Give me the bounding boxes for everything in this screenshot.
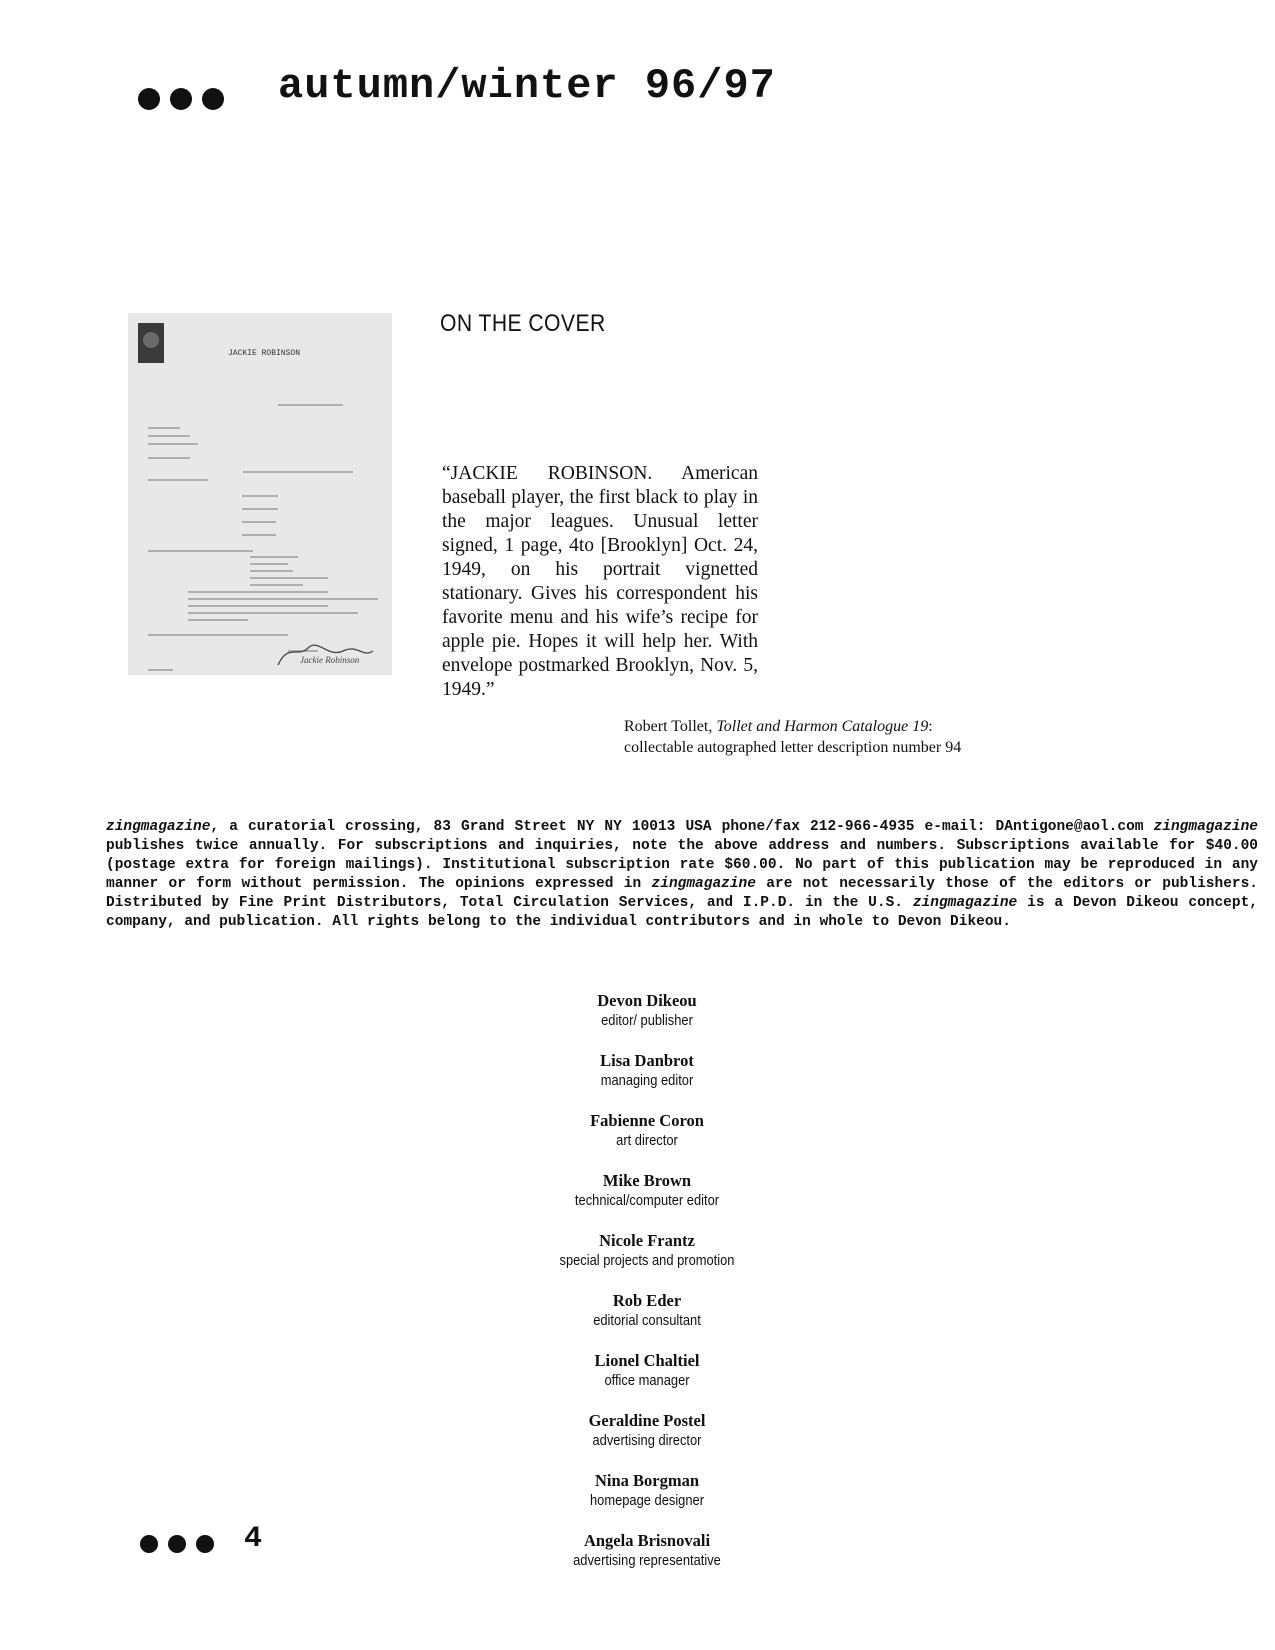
staff-entry — [497, 1110, 797, 1170]
attribution-colon: : — [928, 718, 933, 735]
staff-name: Devon Dikeou — [597, 991, 697, 1010]
staff-name: Fabienne Coron — [590, 1111, 704, 1130]
attribution-title: Tollet and Harmon Catalogue 19 — [716, 718, 929, 735]
staff-role: editor/ publisher — [601, 1012, 693, 1029]
issue-title: autumn/winter 96/97 — [278, 62, 776, 110]
bullet-dot — [138, 88, 160, 110]
masthead-text: , a curatorial crossing, 83 Grand Street NY NY 10013 USA phone/fax 212-966-4935 e-mail: DAntigone@aol.com — [210, 819, 1144, 835]
staff-role: editorial consultant — [593, 1312, 701, 1329]
masthead-text: publishes twice annually. For subscriptions and inquiries, note the above address and numbers. Subscriptions available for $40.00 (postage extra for foreign mailings). Institutional subscription rate $60.00. No part of this publication may be reproduced in any manner or form without permission. The opinions expressed in — [106, 838, 1258, 892]
magazine-name: zingmagazine — [106, 819, 211, 835]
staff-role: homepage designer — [589, 1492, 705, 1509]
bullet-dot — [196, 1535, 214, 1553]
staff-entry — [497, 1290, 797, 1350]
page-number: 4 — [244, 1522, 263, 1556]
header-bullet-dots — [138, 88, 224, 110]
magazine-name: zingmagazine — [651, 876, 756, 892]
staff-entry — [497, 1470, 797, 1530]
staff-role: technical/computer editor — [574, 1192, 720, 1209]
footer-bullet-dots — [140, 1535, 214, 1553]
magazine-name: zingmagazine — [1153, 819, 1258, 835]
staff-role: advertising director — [592, 1432, 702, 1449]
attribution-description: collectable autographed letter description number 94 — [624, 739, 962, 756]
staff-name: Nicole Frantz — [599, 1231, 695, 1250]
staff-name: Angela Brisnovali — [583, 1531, 711, 1550]
staff-list — [497, 990, 797, 1590]
staff-name: Lisa Danbrot — [600, 1051, 694, 1070]
staff-name: Geraldine Postel — [588, 1411, 706, 1430]
signature-text: Jackie Robinson — [300, 655, 360, 665]
letter-illustration — [128, 313, 392, 675]
staff-entry — [497, 1530, 797, 1590]
cover-quote: “JACKIE ROBINSON. American baseball player, the first black to play in the major leagues. Unusual letter signed, 1 page, 4to [Brooklyn] Oct. 24, 1949, on his portrait vignetted stationary. Gives his correspondent his favorite menu and his wife’s recipe for apple pie. Hopes it will help her. With envelope postmarked Brooklyn, Nov. 5, 1949.” — [442, 463, 758, 700]
staff-name: Lionel Chaltiel — [594, 1351, 700, 1370]
bullet-dot — [170, 88, 192, 110]
staff-name: Rob Eder — [612, 1291, 682, 1310]
staff-name: Nina Borgman — [594, 1471, 700, 1490]
staff-entry — [497, 1170, 797, 1230]
masthead-info — [106, 818, 1258, 932]
bullet-dot — [140, 1535, 158, 1553]
on-the-cover-heading: ON THE COVER — [440, 310, 606, 337]
staff-entry — [497, 1230, 797, 1290]
staff-entry — [497, 1410, 797, 1470]
magazine-name: zingmagazine — [912, 895, 1018, 911]
bullet-dot — [202, 88, 224, 110]
bullet-dot — [168, 1535, 186, 1553]
masthead-text: is a Devon Dikeou concept, company, and publication. All rights belong to the individual contributors and in whole to Devon Dikeou. — [106, 895, 1258, 930]
staff-role: art director — [616, 1132, 678, 1149]
letterhead-text: JACKIE ROBINSON — [228, 349, 301, 358]
cover-attribution — [624, 716, 1044, 758]
cover-letter-image — [128, 313, 392, 675]
staff-role: managing editor — [600, 1072, 694, 1089]
staff-role: advertising representative — [573, 1552, 721, 1569]
staff-entry — [497, 990, 797, 1050]
attribution-author: Robert Tollet, — [624, 718, 713, 735]
staff-role: office manager — [604, 1372, 690, 1389]
staff-name: Mike Brown — [602, 1171, 692, 1190]
staff-entry — [497, 1050, 797, 1110]
staff-entry — [497, 1350, 797, 1410]
masthead-text: are not necessarily those of the editors or publishers. Distributed by Fine Print Distributors, Total Circulation Services, and I.P.D. in the U.S. — [106, 876, 1258, 911]
staff-role: special projects and promotion — [559, 1252, 735, 1269]
